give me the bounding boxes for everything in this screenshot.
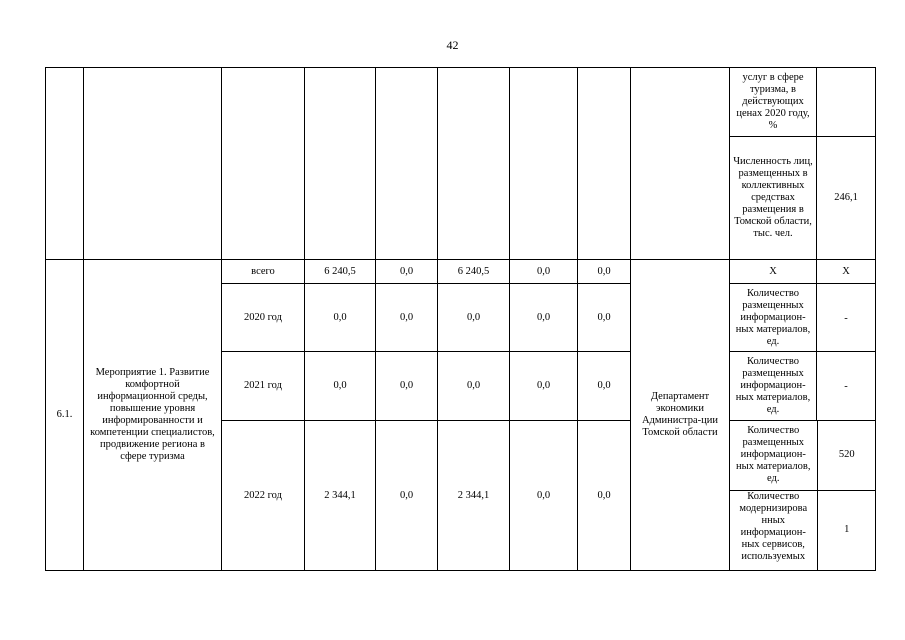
executor-cell: Департамент экономики Администра-ции Томской области	[631, 260, 730, 571]
indicator-row	[730, 490, 876, 570]
indicator-value-cell: 1	[844, 524, 850, 536]
indicator-cell: Количество размещенных информацион-ных материалов, ед.	[730, 352, 817, 421]
period-cell: 2022 год	[222, 421, 305, 571]
local-cell: 0,0	[510, 260, 578, 284]
page-number: 42	[446, 38, 459, 52]
federal-cell: 0,0	[376, 284, 438, 352]
federal-cell: 0,0	[376, 421, 438, 571]
indicator-lodging-value-cell: 246,1	[817, 137, 876, 260]
federal-cell: 0,0	[376, 260, 438, 284]
regional-cell: 6 240,5	[438, 260, 510, 284]
name-cell-empty	[84, 68, 222, 260]
local-cell: 0,0	[510, 284, 578, 352]
period-cell: 2020 год	[222, 284, 305, 352]
period-cell: всего	[222, 260, 305, 284]
indicator-cell: Количество размещенных информацион-ных материалов, ед.	[730, 284, 817, 352]
regional-cell: 0,0	[438, 284, 510, 352]
other-cell: 0,0	[578, 421, 631, 571]
other-cell: 0,0	[578, 260, 631, 284]
activity-row-total	[46, 260, 876, 284]
other-cell: 0,0	[578, 352, 631, 421]
indicator-value-cell: 520	[817, 421, 876, 490]
other-cell: 0,0	[578, 284, 631, 352]
federal-cell: 0,0	[376, 352, 438, 421]
indicator-value-cell: -	[817, 284, 876, 352]
period-cell-empty	[222, 68, 305, 260]
total-cell: 6 240,5	[305, 260, 376, 284]
indicator-cell: Количество размещенных информацион-ных материалов, ед.	[730, 421, 817, 490]
local-cell: 0,0	[510, 421, 578, 571]
indicators-2022-wrapper	[730, 421, 876, 571]
total-cell-empty	[305, 68, 376, 260]
indicator-lodging-cell: Численность лиц, размещенных в коллективных средствах размещения в Томской области, тыс. чел.	[730, 137, 817, 260]
other-cell-empty	[578, 68, 631, 260]
indicators-2022-subtable	[730, 421, 876, 570]
indicator-tail-value-cell	[817, 68, 876, 137]
program-table	[45, 67, 876, 571]
activity-name: Мероприятие 1. Развитие комфортной информационной среды, повышение уровня информированности и компетенции специалистов, продвижение региона в сфере туризма	[84, 260, 222, 571]
regional-cell-empty	[438, 68, 510, 260]
indicator-text: Количество модернизирова нных информацион-ных сервисов, используемых	[739, 490, 808, 562]
activity-number: 6.1.	[46, 260, 84, 571]
indicator-value-cell: Х	[817, 260, 876, 284]
indicator-value-cell: -	[817, 352, 876, 421]
indicator-tail-cell: услуг в сфере туризма, в действующих ценах 2020 году, %	[730, 68, 817, 137]
total-cell: 2 344,1	[305, 421, 376, 571]
period-cell: 2021 год	[222, 352, 305, 421]
regional-cell: 2 344,1	[438, 421, 510, 571]
indicator-row	[730, 421, 876, 490]
indicator-cell: Х	[730, 260, 817, 284]
executor-cell-empty	[631, 68, 730, 260]
continued-row-1	[46, 68, 876, 137]
total-cell: 0,0	[305, 284, 376, 352]
indicator-cell	[730, 490, 817, 570]
federal-cell-empty	[376, 68, 438, 260]
regional-cell: 0,0	[438, 352, 510, 421]
total-cell: 0,0	[305, 352, 376, 421]
local-cell-empty	[510, 68, 578, 260]
num-cell-empty	[46, 68, 84, 260]
local-cell: 0,0	[510, 352, 578, 421]
